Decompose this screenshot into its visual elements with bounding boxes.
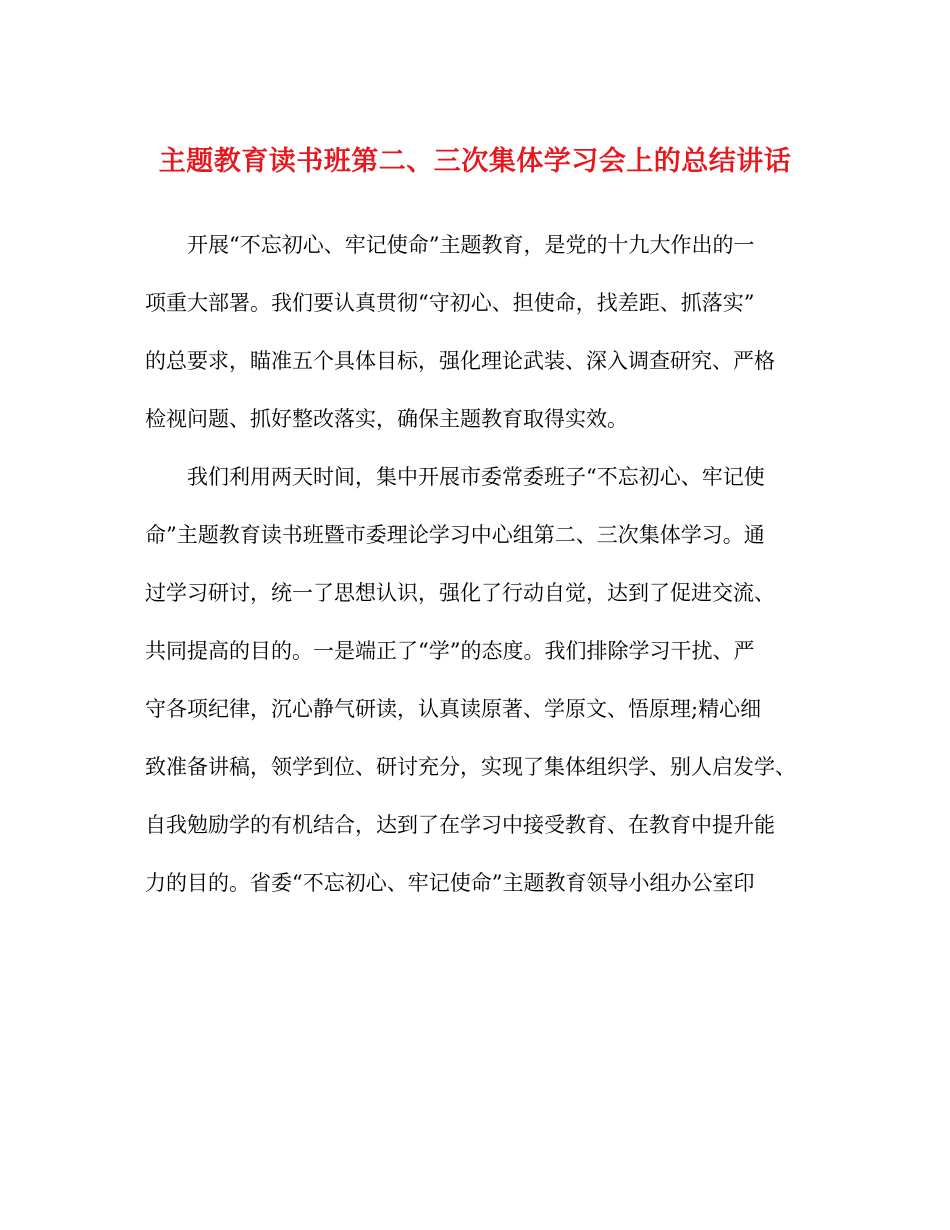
paragraph-2-line-6: 致准备讲稿，领学到位、研讨充分，实现了集体组织学、别人启发学、 bbox=[145, 755, 796, 779]
paragraph-2-line-8: 力的目的。省委“不忘初心、牢记使命”主题教育领导小组办公室印 bbox=[145, 871, 755, 895]
paragraph-1-line-1: 开展“不忘初心、牢记使命”主题教育，是党的十九大作出的一 bbox=[187, 233, 755, 257]
paragraph-2-line-7: 自我勉励学的有机结合，达到了在学习中接受教育、在教育中提升能 bbox=[145, 813, 775, 837]
document-title: 主题教育读书班第二、三次集体学习会上的总结讲话 bbox=[158, 146, 792, 177]
paragraph-1-line-2: 项重大部署。我们要认真贯彻“守初心、担使命，找差距、抓落实” bbox=[145, 291, 755, 315]
paragraph-2-line-1: 我们利用两天时间，集中开展市委常委班子“不忘初心、牢记使 bbox=[187, 465, 765, 489]
paragraph-2-line-4: 共同提高的目的。一是端正了“学”的态度。我们排除学习干扰、严 bbox=[145, 639, 755, 663]
paragraph-2-line-5: 守各项纪律，沉心静气研读，认真读原著、学原文、悟原理;精心细 bbox=[145, 697, 762, 721]
paragraph-1-line-4: 检视问题、抓好整改落实，确保主题教育取得实效。 bbox=[145, 407, 628, 431]
paragraph-2-line-2: 命”主题教育读书班暨市委理论学习中心组第二、三次集体学习。通 bbox=[145, 523, 765, 547]
paragraph-2-line-3: 过学习研讨，统一了思想认识，强化了行动自觉，达到了促进交流、 bbox=[145, 581, 775, 605]
paragraph-1-line-3: 的总要求，瞄准五个具体目标，强化理论武装、深入调查研究、严格 bbox=[145, 349, 775, 373]
